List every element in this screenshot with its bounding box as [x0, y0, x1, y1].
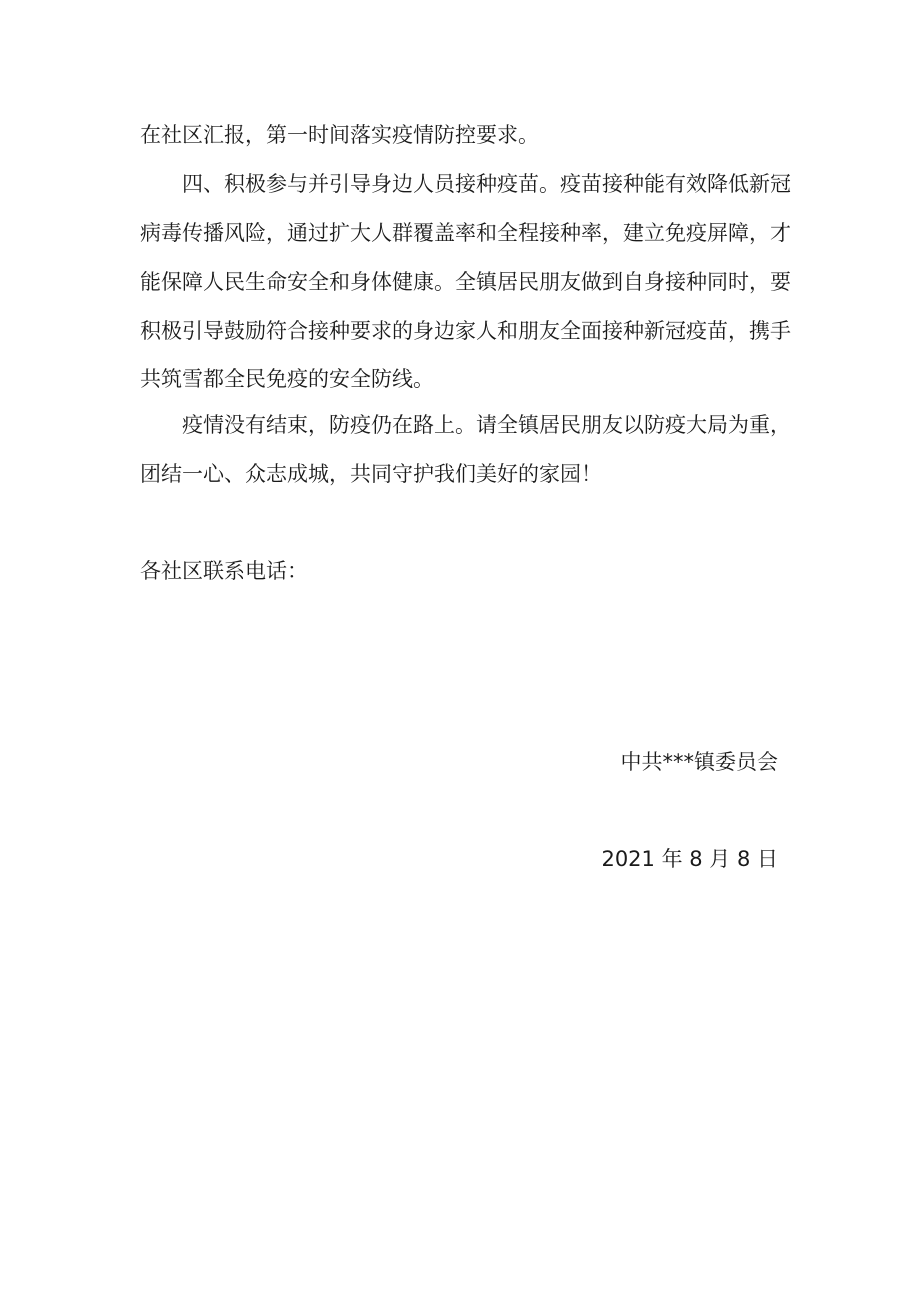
contact-label: 各社区联系电话： [140, 559, 308, 583]
closing-paragraph-line-1: 疫情没有结束，防疫仍在路上。请全镇居民朋友以防疫大局为重， [182, 413, 791, 437]
signature: 中共***镇委员会 [620, 750, 778, 774]
paragraph-4-line-3: 能保障人民生命安全和身体健康。全镇居民朋友做到自身接种同时，要 [140, 270, 791, 294]
closing-paragraph-line-2: 团结一心、众志成城，共同守护我们美好的家园！ [140, 462, 602, 486]
paragraph-3-end-line: 在社区汇报，第一时间落实疫情防控要求。 [140, 123, 539, 147]
paragraph-4-line-1: 四、积极参与并引导身边人员接种疫苗。疫苗接种能有效降低新冠 [182, 172, 791, 196]
paragraph-4-line-5: 共筑雪都全民免疫的安全防线。 [140, 367, 434, 391]
paragraph-4-line-2: 病毒传播风险，通过扩大人群覆盖率和全程接种率，建立免疫屏障，才 [140, 221, 791, 245]
paragraph-4-line-4: 积极引导鼓励符合接种要求的身边家人和朋友全面接种新冠疫苗，携手 [140, 319, 791, 343]
date: 2021 年 8 月 8 日 [601, 847, 778, 871]
